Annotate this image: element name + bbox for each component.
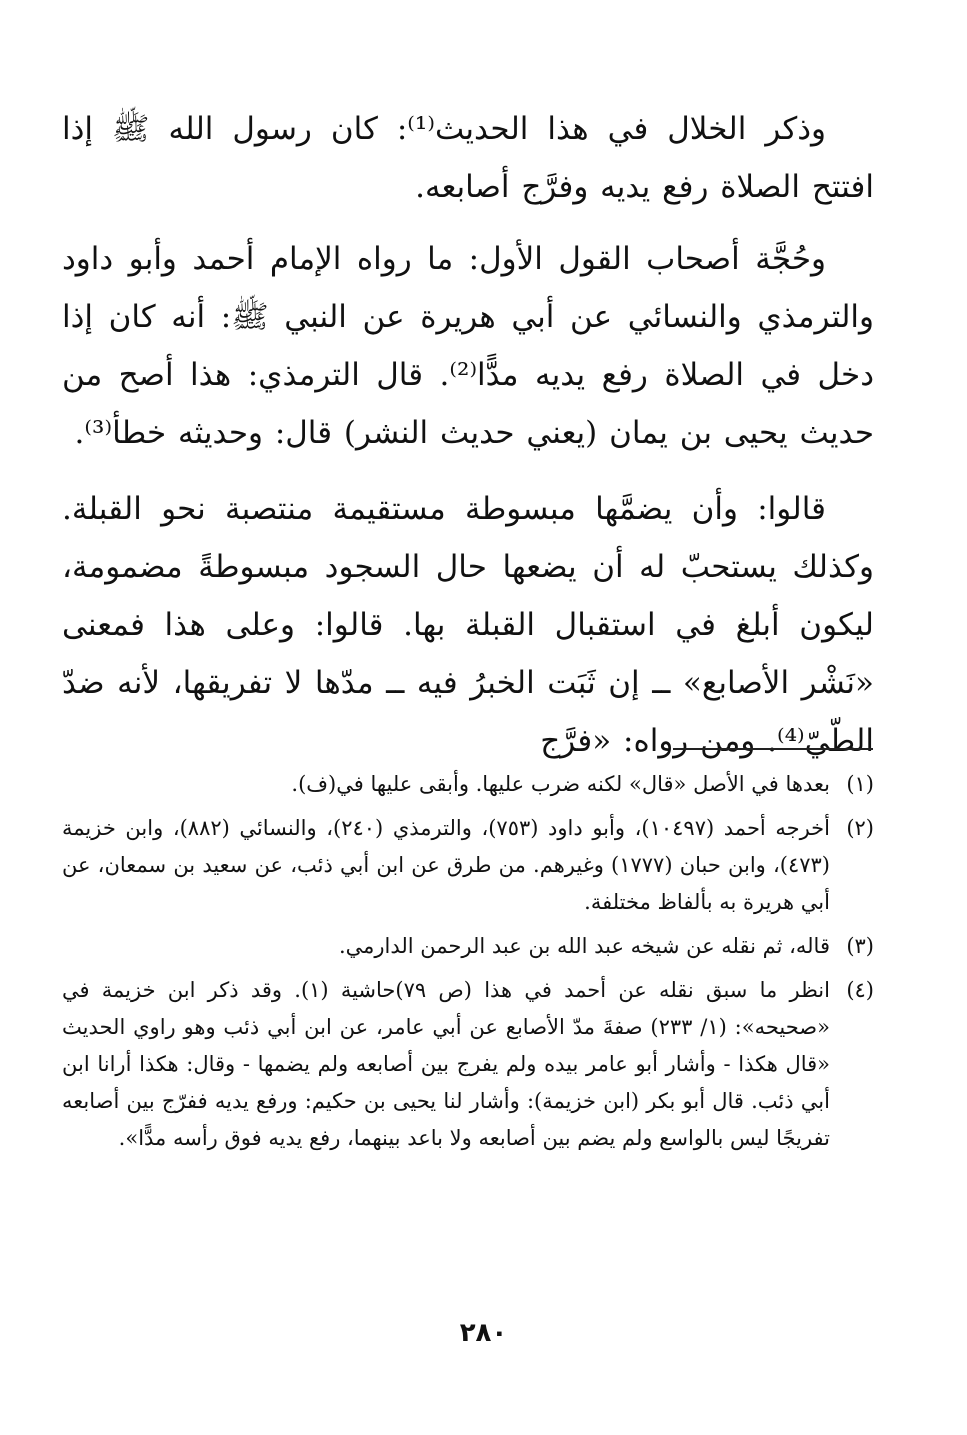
footnote-text: أخرجه أحمد (١٠٤٩٧)، وأبو داود (٧٥٣)، والترمذي (٢٤٠)، والنسائي (٨٨٢)، وابن خزيمة (٤٧٣)، وابن حبان (١٧٧٧) وغيرهم. من طرق عن ابن أبي ذئب، عن سعيد بن سمعان، عن أبي هريرة به بألفاظ مختلفة. [62,816,830,914]
footnote-1 [62,766,874,803]
footnote-number: (٢) [846,816,874,840]
paragraph-2: وحُجَّة أصحاب القول الأول: ما رواه الإمام أحمد وأبو داود والترمذي والنسائي عن أبي هريرة عن النبي ﷺ: أنه كان إذا دخل في الصلاة رفع يديه مدًّا⁽²⁾. قال الترمذي: هذا أصح من حديث يحيى بن يمان (يعني حديث النشر) قال: وحديثه خطأ⁽³⁾. [62,241,875,451]
footnote-text: قاله، ثم نقله عن شيخه عبد الله بن عبد الرحمن الدارمي. [338,934,830,958]
footnote-separator [673,748,873,750]
paragraph-1: وذكر الخلال في هذا الحديث⁽¹⁾: كان رسول الله ﷺ إذا افتتح الصلاة رفع يديه وفرَّج أصابعه. [62,111,874,205]
footnote-3 [62,928,874,965]
footnote-text: بعدها في الأصل «قال» لكنه ضرب عليها. وأبقى عليها في(ف). [291,772,830,796]
footnote-number: (٤) [846,978,874,1002]
main-text [62,100,874,788]
footnote-4 [62,972,874,1157]
footnote-2 [62,810,874,921]
paragraph-3: قالوا: وأن يضمَّها مبسوطة مستقيمة منتصبة نحو القبلة. وكذلك يستحبّ له أن يضعها حال السجود مبسوطةً مضمومة، ليكون أبلغ في استقبال القبلة بها. قالوا: وعلى هذا فمعنى «نَشْر الأصابع» ــ إن ثَبَت الخبرُ فيه ــ مدّها لا تفريقها، لأنه ضدّ الطّيّ⁽⁴⁾. ومن رواه: «فرَّج [62,491,875,759]
page-number: ٢٨٠ [459,1318,508,1348]
footnote-number: (٣) [846,934,874,958]
footnote-number: (١) [846,772,874,796]
footnote-text: انظر ما سبق نقله عن أحمد في هذا (ص ٧٩)حاشية (١). وقد ذكر ابن خزيمة في «صحيحه»: (١/ ٢٣٣) صفةَ مدّ الأصابع عن أبي عامر، عن ابن أبي ذئب وهو راوي الحديث «قال هكذا - وأشار أبو عامر بيده ولم يفرج بين أصابعه ولم يضمها - وقال: هكذا أرانا ابن أبي ذئب. قال أبو بكر (ابن خزيمة): وأشار لنا يحيى بن حكيم: ورفع يديه ففرّج بين أصابعه تفريجًا ليس بالواسع ولم يضم بين أصابعه ولا باعد بينهما، رفع يديه فوق رأسه مدًّا». [62,978,830,1150]
footnotes [62,766,874,1164]
